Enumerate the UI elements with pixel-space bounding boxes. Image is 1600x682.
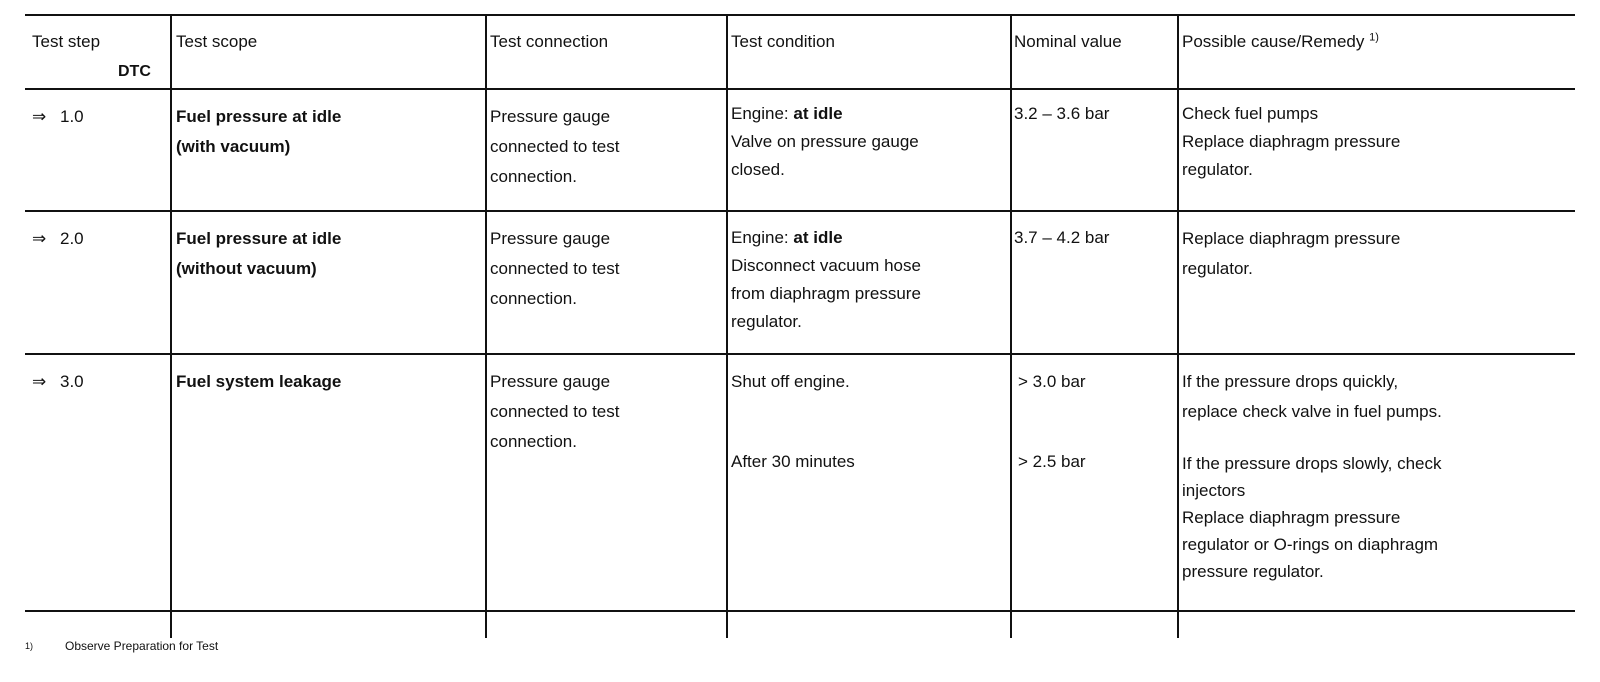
row-3-cause-a-line-1: If the pressure drops quickly, xyxy=(1182,372,1399,391)
row-1-cause xyxy=(1182,100,1400,184)
row-1-condition-line-2: Valve on pressure gauge xyxy=(731,132,919,151)
row-1-connection-line-3: connection. xyxy=(490,167,577,186)
row-3-nominal-b: > 2.5 bar xyxy=(1018,452,1086,471)
header-possible-cause xyxy=(1182,27,1379,57)
row-1-cause-line-3: regulator. xyxy=(1182,160,1253,179)
row-1-condition-line-3: closed. xyxy=(731,160,785,179)
row-3-cause-b-line-5: pressure regulator. xyxy=(1182,562,1324,581)
row-2-connection-line-1: Pressure gauge xyxy=(490,229,611,248)
row-3-cause-b-line-2: injectors xyxy=(1182,481,1246,500)
table-top-rule xyxy=(25,14,1575,16)
header-test-connection: Test connection xyxy=(490,32,609,51)
row-2-cause-line-2: regulator. xyxy=(1182,259,1253,278)
header-possible-cause-text: Possible cause/Remedy xyxy=(1182,32,1365,51)
row-3-connection-line-1: Pressure gauge xyxy=(490,372,611,391)
arrow-icon: ⇒ xyxy=(32,107,47,126)
row-1-scope xyxy=(176,102,341,162)
row-3-nominal-a: > 3.0 bar xyxy=(1018,372,1086,391)
row-2-condition-line-4: regulator. xyxy=(731,312,802,331)
row-3-condition-a: Shut off engine. xyxy=(731,372,850,391)
row-1-connection xyxy=(490,102,619,192)
row-3-scope: Fuel system leakage xyxy=(176,372,342,391)
row-2-step xyxy=(32,224,84,254)
arrow-icon: ⇒ xyxy=(32,229,47,248)
row-1-step xyxy=(32,102,84,132)
header-bottom-rule xyxy=(25,88,1575,90)
header-test-step: Test step xyxy=(32,32,101,51)
row-3-cause-b-line-3: Replace diaphragm pressure xyxy=(1182,508,1401,527)
footnote-marker: 1) xyxy=(25,641,34,651)
col-sep-1 xyxy=(170,14,172,638)
row-2-scope xyxy=(176,224,341,284)
table-bottom-rule xyxy=(25,610,1575,612)
row-1-bottom-rule xyxy=(25,210,1575,212)
row-3-connection xyxy=(490,367,619,457)
col-sep-5 xyxy=(1177,14,1179,638)
row-3-step-number: 3.0 xyxy=(60,372,84,391)
header-footnote-marker: 1) xyxy=(1369,31,1379,44)
row-3-cause-b-line-4: regulator or O-rings on diaphragm xyxy=(1182,535,1439,554)
row-2-condition-bold: at idle xyxy=(793,228,843,247)
row-2-condition-line-2: Disconnect vacuum hose xyxy=(731,256,921,275)
row-3-step xyxy=(32,367,84,397)
row-3-condition-b: After 30 minutes xyxy=(731,452,855,471)
row-1-step-number: 1.0 xyxy=(60,107,84,126)
row-2-cause xyxy=(1182,224,1400,284)
row-3-cause-b xyxy=(1182,450,1442,585)
row-1-nominal: 3.2 – 3.6 bar xyxy=(1014,104,1110,123)
arrow-icon: ⇒ xyxy=(32,372,47,391)
row-3-cause-a-line-2: replace check valve in fuel pumps. xyxy=(1182,402,1442,421)
row-1-connection-line-2: connected to test xyxy=(490,137,620,156)
row-2-cause-line-1: Replace diaphragm pressure xyxy=(1182,229,1401,248)
row-2-connection xyxy=(490,224,619,314)
row-1-condition-label: Engine: xyxy=(731,104,789,123)
row-1-condition-bold: at idle xyxy=(793,104,843,123)
row-2-bottom-rule xyxy=(25,353,1575,355)
row-1-connection-line-1: Pressure gauge xyxy=(490,107,611,126)
row-2-condition-line-1 xyxy=(731,224,921,252)
row-2-scope-line-1: Fuel pressure at idle xyxy=(176,229,342,248)
row-2-connection-line-3: connection. xyxy=(490,289,577,308)
row-2-connection-line-2: connected to test xyxy=(490,259,620,278)
row-1-scope-line-2: (with vacuum) xyxy=(176,137,291,156)
row-1-scope-line-1: Fuel pressure at idle xyxy=(176,107,342,126)
header-nominal-value: Nominal value xyxy=(1014,32,1122,51)
header-dtc: DTC xyxy=(118,63,151,80)
col-sep-2 xyxy=(485,14,487,638)
row-2-nominal: 3.7 – 4.2 bar xyxy=(1014,228,1110,247)
header-test-condition: Test condition xyxy=(731,32,835,51)
row-3-connection-line-2: connected to test xyxy=(490,402,620,421)
footnote-text: Observe Preparation for Test xyxy=(65,639,219,653)
row-2-condition-label: Engine: xyxy=(731,228,789,247)
row-2-step-number: 2.0 xyxy=(60,229,84,248)
row-3-connection-line-3: connection. xyxy=(490,432,577,451)
row-2-scope-line-2: (without vacuum) xyxy=(176,259,317,278)
row-3-cause-a xyxy=(1182,367,1442,427)
row-2-condition xyxy=(731,224,921,336)
row-1-cause-line-2: Replace diaphragm pressure xyxy=(1182,132,1401,151)
header-test-scope: Test scope xyxy=(176,32,258,51)
row-1-condition xyxy=(731,100,919,184)
col-sep-4 xyxy=(1010,14,1012,638)
row-2-condition-line-3: from diaphragm pressure xyxy=(731,284,921,303)
row-3-cause-b-line-1: If the pressure drops slowly, check xyxy=(1182,454,1442,473)
footnote xyxy=(25,638,218,654)
row-1-cause-line-1: Check fuel pumps xyxy=(1182,104,1319,123)
col-sep-3 xyxy=(726,14,728,638)
row-1-condition-line-1 xyxy=(731,100,919,128)
